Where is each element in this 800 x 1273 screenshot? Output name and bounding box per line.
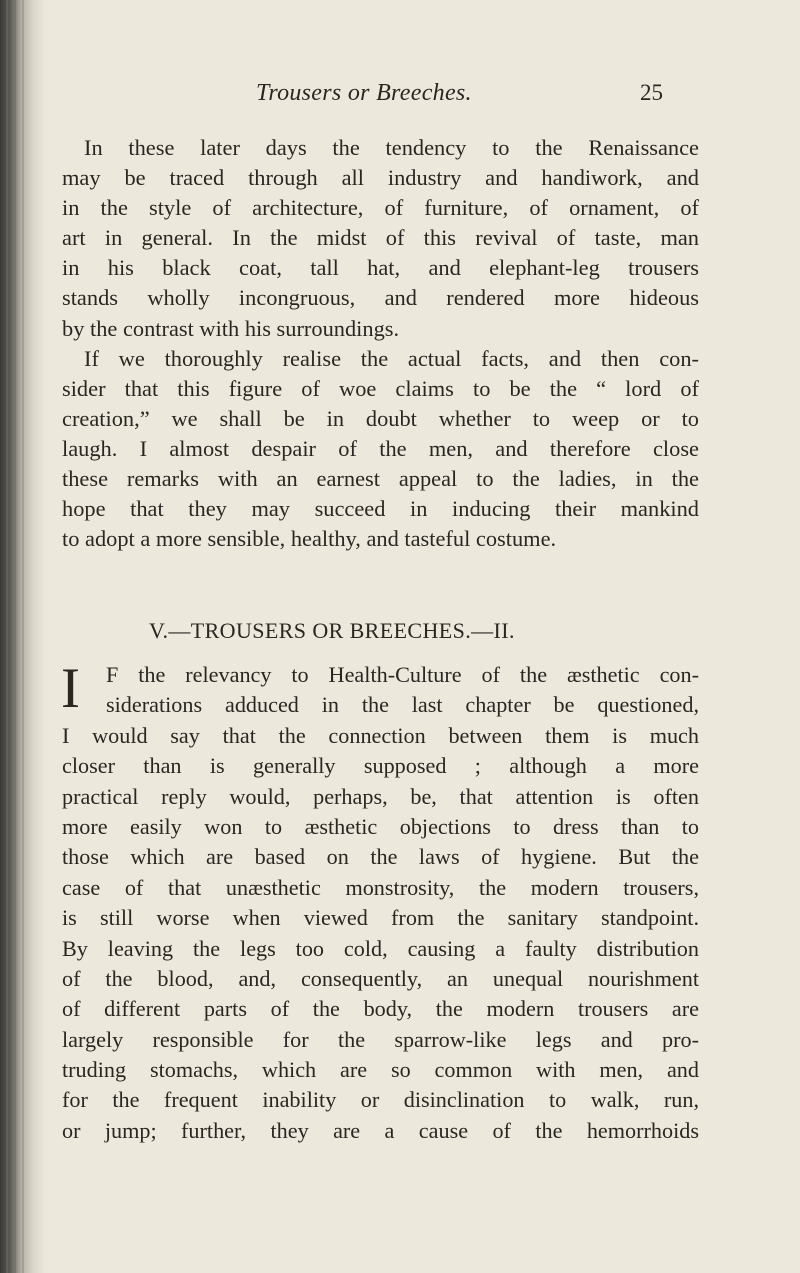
text-line: F the relevancy to Health-Culture of the æsthetic con- (106, 662, 699, 687)
text-line: of different parts of the body, the modern trousers are (62, 996, 699, 1022)
gutter-line (22, 0, 24, 1273)
text-line: more easily won to æsthetic objections to dress than to (62, 813, 699, 839)
running-title: Trousers or Breeches. (256, 80, 472, 106)
text-line: In these later days the tendency to the Renaissance (84, 135, 699, 160)
paragraph-block-renaissance (62, 133, 699, 554)
text-line: largely responsible for the sparrow-like legs and pro- (62, 1026, 699, 1052)
drop-cap: I (61, 657, 80, 720)
text-line: of the blood, and, consequently, an unequal nourishment (62, 965, 699, 991)
text-line: closer than is generally supposed ; although a more (62, 753, 699, 779)
text-line: in the style of architecture, of furniture, of ornament, of (62, 195, 699, 221)
text-line: may be traced through all industry and handiwork, and (62, 165, 699, 191)
text-line: for the frequent inability or disinclination to walk, run, (62, 1087, 699, 1113)
text-line: those which are based on the laws of hygiene. But the (62, 844, 699, 870)
text-line: siderations adduced in the last chapter be questioned, (106, 692, 699, 718)
paragraph-block-hygiene (61, 657, 699, 1146)
text-line: If we thoroughly realise the actual facts, and then con- (84, 345, 699, 371)
text-line: these remarks with an earnest appeal to the ladies, in the (62, 466, 699, 492)
text-line: truding stomachs, which are so common with men, and (62, 1057, 699, 1083)
gutter-line (6, 0, 8, 1273)
text-line: by the contrast with his surroundings. (62, 315, 400, 341)
book-gutter-shadow (0, 0, 46, 1273)
text-line: stands wholly incongruous, and rendered more hideous (62, 285, 699, 311)
text-line: to adopt a more sensible, healthy, and tasteful costume. (62, 526, 557, 552)
text-line: or jump; further, they are a cause of the hemorrhoids (62, 1117, 699, 1143)
text-line: By leaving the legs too cold, causing a faulty distribution (62, 935, 699, 961)
text-line: case of that unæsthetic monstrosity, the modern trousers, (62, 874, 699, 900)
text-line: is still worse when viewed from the sanitary standpoint. (62, 905, 699, 931)
text-line: I would say that the connection between them is much (62, 722, 699, 748)
page-number: 25 (640, 80, 663, 105)
chapter-heading: V.—TROUSERS OR BREECHES.—II. (149, 618, 515, 643)
text-line: in his black coat, tall hat, and elephant-leg trousers (62, 255, 699, 281)
gutter-line (14, 0, 16, 1273)
text-line: art in general. In the midst of this revival of taste, man (62, 225, 699, 251)
text-line: laugh. I almost despair of the men, and therefore close (62, 435, 699, 461)
text-line: sider that this figure of woe claims to be the “ lord of (62, 375, 699, 401)
text-line: hope that they may succeed in inducing their mankind (62, 496, 699, 522)
text-line: creation,” we shall be in doubt whether to weep or to (62, 405, 699, 431)
text-line: practical reply would, perhaps, be, that attention is often (62, 783, 699, 809)
